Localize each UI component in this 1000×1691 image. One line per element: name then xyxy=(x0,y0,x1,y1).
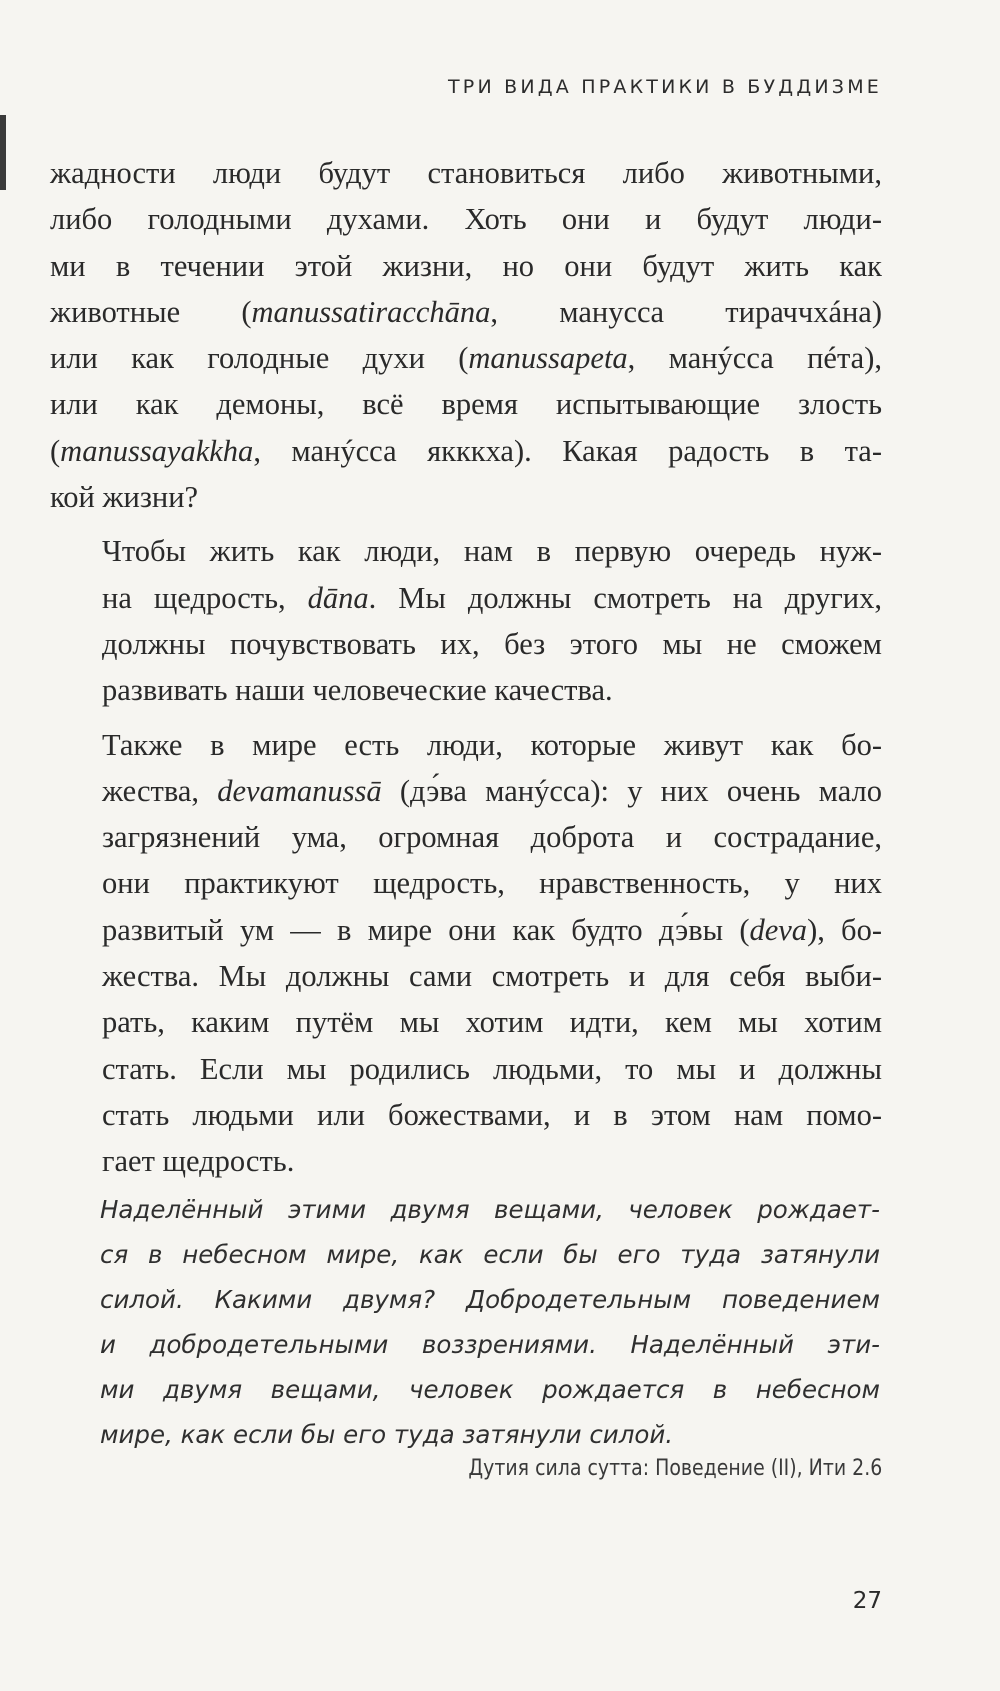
page-edge-shadow xyxy=(0,115,6,190)
text-line: жества, devamanussā (дэ́ва манýсса): у них очень мало xyxy=(102,773,883,808)
sutta-quote xyxy=(100,1187,880,1457)
body-text xyxy=(50,150,882,1185)
quote-line: Наделённый этими двумя вещами, человек рождает- xyxy=(100,1195,880,1224)
text-line: развитый ум — в мире они как будто дэ́вы (deva), бо- xyxy=(102,912,882,947)
text-line: ми в течении этой жизни, но они будут жить как xyxy=(50,248,882,283)
text-line: животные (manussatiracchāna, мануссa тираччхáна) xyxy=(50,294,882,329)
quote-line: силой. Какими двумя? Добродетельным поведением xyxy=(100,1285,880,1314)
page-number: 27 xyxy=(852,1588,882,1614)
paragraph-3 xyxy=(50,722,882,1185)
text-line: на щедрость, dāna. Мы должны смотреть на других, xyxy=(102,580,882,615)
text-line: (manussayakkha, манýсса якккха). Какая радость в та- xyxy=(50,433,882,468)
paragraph-1 xyxy=(50,150,882,520)
text-line: стать людьми или божествами, и в этом нам помо- xyxy=(102,1097,882,1132)
quote-source: Дутия сила сутта: Поведение (II), Ити 2.6 xyxy=(468,1456,882,1481)
quote-line: мире, как если бы его туда затянули силой. xyxy=(100,1420,674,1449)
quote-line: ми двумя вещами, человек рождается в небесном xyxy=(100,1375,880,1404)
text-line: они практикуют щедрость, нравственность, у них xyxy=(102,866,882,901)
text-line: или как голодные духи (manussapeta, манýсса пéта), xyxy=(50,341,882,376)
paragraph-2 xyxy=(50,528,882,713)
text-line: должны почувствовать их, без этого мы не сможем xyxy=(102,626,882,661)
text-line: рать, каким путём мы хотим идти, кем мы хотим xyxy=(102,1005,882,1040)
text-line: стать. Если мы родились людьми, то мы и должны xyxy=(102,1051,882,1086)
text-line: развивать наши человеческие качества. xyxy=(102,673,613,708)
text-line: кой жизни? xyxy=(50,480,199,515)
text-line: или как демоны, всё время испытывающие злость xyxy=(50,387,882,422)
text-line: Также в мире есть люди, которые живут как бо- xyxy=(102,727,882,762)
quote-line: ся в небесном мире, как если бы его туда затянули xyxy=(100,1240,880,1269)
text-line: жества. Мы должны сами смотреть и для себя выби- xyxy=(102,959,882,994)
quote-line: и добродетельными воззрениями. Наделённый эти- xyxy=(100,1330,880,1359)
text-line: жадности люди будут становиться либо животными, xyxy=(50,156,882,190)
text-line: гает щедрость. xyxy=(102,1144,295,1179)
text-line: загрязнений ума, огромная доброта и сострадание, xyxy=(102,820,882,855)
text-line: Чтобы жить как люди, нам в первую очередь нуж- xyxy=(102,534,882,569)
running-head: ТРИ ВИДА ПРАКТИКИ В БУДДИЗМЕ xyxy=(447,76,882,98)
text-line: либо голодными духами. Хоть они и будут люди- xyxy=(50,202,882,237)
